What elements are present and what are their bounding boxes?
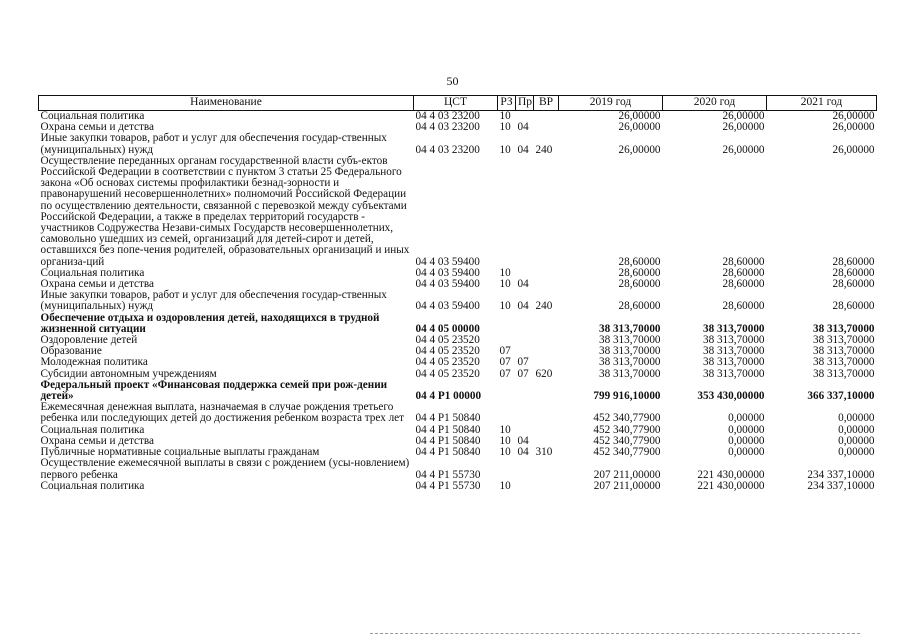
row-rz: 07: [499, 356, 511, 369]
row-vr: [534, 268, 559, 279]
row-name: Образование: [40, 345, 102, 358]
row-rz: 10: [499, 434, 511, 447]
row-name: Молодежная политика: [40, 356, 148, 369]
row-pr: 04: [517, 121, 529, 134]
row-value-2019: 452 340,77900: [593, 434, 661, 447]
row-name: Иные закупки товаров, работ и услуг для обеспечения государ-ственных (муниципальных) нужд: [40, 132, 387, 156]
row-pr: 07: [517, 356, 529, 369]
row-value-2021: 38 313,70000: [812, 334, 875, 347]
row-value-2020: 28,60000: [722, 278, 765, 291]
row-vr: [534, 380, 559, 402]
row-vr: [534, 481, 559, 492]
row-vr: [534, 279, 559, 290]
header-cst: ЦСТ: [414, 96, 498, 111]
row-name: Социальная политика: [40, 423, 145, 436]
row-name: Социальная политика: [40, 479, 145, 492]
row-vr: 240: [535, 143, 553, 156]
row-value-2019: 207 211,00000: [593, 479, 661, 492]
row-value-2019: 207 211,00000: [593, 468, 661, 481]
row-cst: 04 4 05 00000: [415, 322, 480, 335]
row-vr: [534, 425, 559, 436]
row-value-2019: 26,00000: [618, 110, 661, 122]
row-name: Социальная политика: [40, 266, 145, 279]
row-value-2019: 38 313,70000: [598, 334, 661, 347]
row-value-2021: 26,00000: [832, 110, 875, 122]
table-row: [39, 402, 877, 424]
row-value-2021: 366 337,10000: [807, 390, 875, 403]
row-vr: [534, 357, 559, 368]
row-cst: 04 4 03 59400: [415, 255, 480, 268]
row-cst: 04 4 05 23520: [415, 356, 480, 369]
row-name: Ежемесячная денежная выплата, назначаемая в случае рождения третьего ребенка или последующих детей до достижения ребенком возраста трех лет: [40, 401, 405, 425]
row-value-2021: 28,60000: [832, 266, 875, 279]
row-value-2020: 28,60000: [722, 266, 765, 279]
row-cst: 04 4 03 59400: [415, 278, 480, 291]
row-rz: 10: [499, 121, 511, 134]
row-value-2020: 0,00000: [728, 412, 765, 425]
table-body: [39, 111, 877, 492]
row-value-2021: 26,00000: [832, 143, 875, 156]
row-cst: 04 4 P1 50840: [415, 412, 481, 425]
row-name: Иные закупки товаров, работ и услуг для обеспечения государ-ственных (муниципальных) нужд: [40, 289, 387, 313]
page-number: 50: [446, 74, 459, 88]
row-rz: [498, 380, 516, 402]
row-vr: [534, 122, 559, 133]
row-value-2021: 0,00000: [838, 434, 875, 447]
footer-divider: [370, 633, 860, 634]
row-value-2020: 28,60000: [722, 300, 765, 313]
row-pr: 04: [517, 446, 529, 459]
budget-table: [38, 95, 877, 492]
row-vr: [534, 402, 559, 424]
row-rz: [498, 402, 516, 424]
row-rz: [498, 156, 516, 268]
row-name: Осуществление ежемесячной выплаты в связи с рождением (усы-новлением) первого ребенка: [40, 457, 410, 481]
table-row: [39, 458, 877, 480]
row-cst: 04 4 05 23520: [415, 345, 480, 358]
row-cst: 04 4 03 23200: [415, 110, 480, 122]
row-value-2021: 234 337,10000: [807, 468, 875, 481]
row-value-2020: 221 430,00000: [697, 479, 765, 492]
row-vr: [534, 313, 559, 335]
row-name: Федеральный проект «Финансовая поддержка семей при рож-дении детей»: [40, 378, 388, 403]
row-name: Охрана семьи и детства: [40, 278, 154, 291]
row-value-2021: 28,60000: [832, 255, 875, 268]
row-vr: 240: [535, 300, 553, 313]
row-cst: 04 4 03 23200: [415, 121, 480, 134]
row-name: Субсидии автономным учреждениям: [40, 367, 217, 380]
row-value-2019: 452 340,77900: [593, 412, 661, 425]
row-cst: 04 4 P1 55730: [415, 468, 481, 481]
row-pr: 04: [517, 278, 529, 291]
row-cst: 04 4 P1 50840: [415, 446, 481, 459]
row-value-2021: 0,00000: [838, 412, 875, 425]
table-row: [39, 156, 877, 268]
row-vr: [534, 346, 559, 357]
row-name: Публичные нормативные социальные выплаты гражданам: [40, 446, 320, 459]
row-pr: [516, 380, 534, 402]
row-value-2020: 0,00000: [728, 446, 765, 459]
row-value-2020: 0,00000: [728, 423, 765, 436]
header-rz: РЗ: [498, 96, 516, 111]
row-cst: 04 4 03 59400: [415, 266, 480, 279]
row-value-2019: 452 340,77900: [593, 446, 661, 459]
row-value-2021: 26,00000: [832, 121, 875, 134]
row-cst: 04 4 03 23200: [415, 143, 480, 156]
row-value-2021: 0,00000: [838, 446, 875, 459]
row-value-2021: 38 313,70000: [812, 345, 875, 358]
row-vr: 310: [535, 446, 553, 459]
row-pr: 04: [517, 143, 529, 156]
row-value-2020: 0,00000: [728, 434, 765, 447]
row-cst: 04 4 P1 55730: [415, 479, 481, 492]
row-value-2021: 28,60000: [832, 278, 875, 291]
row-cst: 04 4 P1 00000: [415, 390, 482, 403]
row-value-2020: 38 313,70000: [702, 356, 765, 369]
row-name: Осуществление переданных органам государственной власти субъ-ектов Российской Федерации в соответствии с пунктом 3 статьи 25 Федерального закона «Об основах системы профилактики безнад-зорности и правонарушений несовершеннолетних» полномочий Российской Федерации по осуществлению деятельности, связанной с перевозкой между субъектами Российской Федерации, а также в пределах территорий государств - участников Содружества Незави-симых Государств несовершеннолетних, самовольно ушедших из семей, организаций для детей-сирот и детей, оставшихся без попе-чения родителей, образовательных организаций и иных организа-ций: [40, 154, 410, 268]
row-rz: 10: [499, 143, 511, 156]
row-cst: 04 4 03 59400: [415, 300, 480, 313]
row-vr: [534, 156, 559, 268]
header-name: Наименование: [39, 96, 414, 111]
row-value-2019: 28,60000: [618, 266, 661, 279]
row-rz: 10: [499, 446, 511, 459]
row-value-2020: 221 430,00000: [697, 468, 765, 481]
row-name: Охрана семьи и детства: [40, 121, 154, 134]
row-pr: [516, 458, 534, 480]
row-rz: 10: [499, 266, 511, 279]
row-value-2020: 26,00000: [722, 110, 765, 122]
row-cst: 04 4 P1 50840: [415, 434, 481, 447]
row-value-2019: 38 313,70000: [598, 345, 661, 358]
row-rz: 10: [499, 423, 511, 436]
table-row: [39, 290, 877, 312]
header-vr: ВР: [534, 96, 559, 111]
row-rz: 10: [499, 300, 511, 313]
table-row: [39, 481, 877, 492]
row-cst: 04 4 05 23520: [415, 334, 480, 347]
row-value-2019: 26,00000: [618, 143, 661, 156]
row-value-2020: 26,00000: [722, 121, 765, 134]
row-rz: [498, 313, 516, 335]
table-header: [39, 96, 877, 111]
row-vr: [534, 458, 559, 480]
table-row: [39, 357, 877, 368]
row-value-2021: 0,00000: [838, 423, 875, 436]
row-value-2019: 452 340,77900: [593, 423, 661, 436]
table-row: [39, 313, 877, 335]
header-2020: 2020 год: [663, 96, 767, 111]
row-vr: [534, 111, 559, 123]
row-rz: [498, 458, 516, 480]
row-value-2020: 38 313,70000: [702, 334, 765, 347]
row-pr: [516, 313, 534, 335]
row-pr: [516, 481, 534, 492]
row-vr: 620: [535, 367, 553, 380]
row-rz: 10: [499, 479, 511, 492]
row-pr: 07: [517, 367, 529, 380]
row-vr: [534, 335, 559, 346]
row-cst: 04 4 P1 50840: [415, 423, 481, 436]
row-rz: 10: [499, 278, 511, 291]
row-value-2019: 38 313,70000: [598, 367, 661, 380]
row-value-2021: 234 337,10000: [807, 479, 875, 492]
row-name: Охрана семьи и детства: [40, 434, 154, 447]
row-value-2019: 38 313,70000: [598, 356, 661, 369]
row-value-2021: 38 313,70000: [812, 356, 875, 369]
row-name: Обеспечение отдыха и оздоровления детей, находящихся в трудной жизненной ситуации: [40, 311, 380, 335]
row-pr: [516, 335, 534, 346]
row-value-2021: 38 313,70000: [812, 367, 875, 380]
row-value-2020: 353 430,00000: [697, 390, 765, 403]
row-value-2020: 26,00000: [722, 143, 765, 156]
row-name: Социальная политика: [40, 110, 145, 122]
row-value-2019: 26,00000: [618, 121, 661, 134]
header-pr: Пр: [516, 96, 534, 111]
row-rz: 10: [499, 110, 511, 122]
row-value-2019: 28,60000: [618, 255, 661, 268]
row-rz: 07: [499, 345, 511, 358]
row-pr: 04: [517, 300, 529, 313]
header-2021: 2021 год: [767, 96, 877, 111]
row-value-2020: 38 313,70000: [702, 367, 765, 380]
row-value-2019: 28,60000: [618, 278, 661, 291]
row-value-2019: 38 313,70000: [598, 322, 661, 335]
row-value-2020: 28,60000: [722, 255, 765, 268]
row-rz: 07: [499, 367, 511, 380]
row-value-2019: 799 916,10000: [593, 390, 661, 403]
row-pr: 04: [517, 434, 529, 447]
row-value-2020: 38 313,70000: [702, 322, 765, 335]
table-row: [39, 380, 877, 402]
table-row: [39, 133, 877, 155]
row-pr: [516, 402, 534, 424]
row-value-2021: 38 313,70000: [812, 322, 875, 335]
row-value-2020: 38 313,70000: [702, 345, 765, 358]
row-value-2021: 28,60000: [832, 300, 875, 313]
header-2019: 2019 год: [559, 96, 663, 111]
row-pr: [516, 156, 534, 268]
row-value-2019: 28,60000: [618, 300, 661, 313]
row-cst: 04 4 05 23520: [415, 367, 480, 380]
row-name: Оздоровление детей: [40, 334, 138, 347]
